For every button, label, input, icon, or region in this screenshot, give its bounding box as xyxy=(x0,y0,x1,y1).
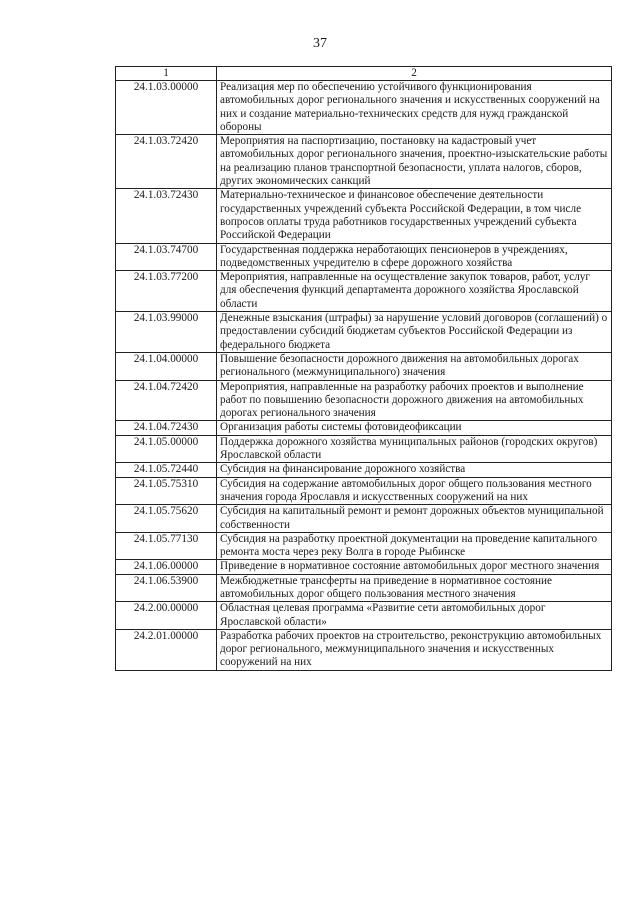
table-row xyxy=(116,560,612,574)
row-description: Реализация мер по обеспечению устойчивого функционирования автомобильных дорог регионального значения и искусственных сооружений на них и создание материально-технических средств для нужд гражданской обороны xyxy=(217,81,612,135)
row-description: Государственная поддержка неработающих пенсионеров в учреждениях, подведомственных учредителю в сфере дорожного хозяйства xyxy=(217,243,612,271)
row-code: 24.1.06.53900 xyxy=(116,574,217,602)
table-row xyxy=(116,271,612,312)
row-code: 24.1.03.00000 xyxy=(116,81,217,135)
row-code: 24.1.05.75310 xyxy=(116,477,217,505)
table-row xyxy=(116,602,612,630)
table-row xyxy=(116,629,612,670)
page-number: 37 xyxy=(313,36,327,51)
table-row xyxy=(116,421,612,435)
row-code: 24.1.05.00000 xyxy=(116,435,217,463)
row-code: 24.1.05.72440 xyxy=(116,463,217,477)
row-description: Субсидия на капитальный ремонт и ремонт дорожных объектов муниципальной собственности xyxy=(217,505,612,533)
row-code: 24.1.04.72430 xyxy=(116,421,217,435)
row-code: 24.1.03.72420 xyxy=(116,135,217,189)
table-row xyxy=(116,505,612,533)
row-code: 24.2.00.00000 xyxy=(116,602,217,630)
table-row xyxy=(116,352,612,380)
table-row xyxy=(116,574,612,602)
table-row xyxy=(116,189,612,243)
row-code: 24.1.05.77130 xyxy=(116,532,217,560)
table-row xyxy=(116,243,612,271)
row-description: Организация работы системы фотовидеофиксации xyxy=(217,421,612,435)
column-header-description: 2 xyxy=(217,67,612,81)
row-code: 24.1.03.77200 xyxy=(116,271,217,312)
row-description: Субсидия на разработку проектной документации на проведение капитального ремонта моста через реку Волга в городе Рыбинске xyxy=(217,532,612,560)
classification-table xyxy=(115,66,612,671)
row-description: Материально-техническое и финансовое обеспечение деятельности государственных учреждений субъекта Российской Федерации, в том числе вопросов оплаты труда работников государственных учреждений субъекта Российской Федерации xyxy=(217,189,612,243)
row-code: 24.1.03.72430 xyxy=(116,189,217,243)
row-code: 24.1.03.99000 xyxy=(116,312,217,353)
row-description: Межбюджетные трансферты на приведение в нормативное состояние автомобильных дорог общего пользования местного значения xyxy=(217,574,612,602)
row-description: Приведение в нормативное состояние автомобильных дорог местного значения xyxy=(217,560,612,574)
table-row xyxy=(116,532,612,560)
table-row xyxy=(116,463,612,477)
row-description: Мероприятия, направленные на осуществление закупок товаров, работ, услуг для обеспечения функций департамента дорожного хозяйства Ярославской области xyxy=(217,271,612,312)
row-description: Денежные взыскания (штрафы) за нарушение условий договоров (соглашений) о предоставлении субсидий бюджетам субъектов Российской Федерации из федерального бюджета xyxy=(217,312,612,353)
row-description: Областная целевая программа «Развитие сети автомобильных дорог Ярославской области» xyxy=(217,602,612,630)
table-row xyxy=(116,312,612,353)
table-row xyxy=(116,81,612,135)
table-row xyxy=(116,435,612,463)
row-description: Субсидия на финансирование дорожного хозяйства xyxy=(217,463,612,477)
table-header-row xyxy=(116,67,612,81)
row-code: 24.1.06.00000 xyxy=(116,560,217,574)
row-description: Субсидия на содержание автомобильных дорог общего пользования местного значения города Ярославля и искусственных сооружений на них xyxy=(217,477,612,505)
row-description: Повышение безопасности дорожного движения на автомобильных дорогах регионального (межмуниципального) значения xyxy=(217,352,612,380)
table-row xyxy=(116,135,612,189)
table-row xyxy=(116,380,612,421)
row-code: 24.1.04.72420 xyxy=(116,380,217,421)
row-code: 24.1.05.75620 xyxy=(116,505,217,533)
row-description: Поддержка дорожного хозяйства муниципальных районов (городских округов) Ярославской области xyxy=(217,435,612,463)
row-description: Разработка рабочих проектов на строительство, реконструкцию автомобильных дорог регионального, межмуниципального значения и искусственных сооружений на них xyxy=(217,629,612,670)
row-code: 24.1.04.00000 xyxy=(116,352,217,380)
row-code: 24.2.01.00000 xyxy=(116,629,217,670)
column-header-code: 1 xyxy=(116,67,217,81)
row-code: 24.1.03.74700 xyxy=(116,243,217,271)
table-row xyxy=(116,477,612,505)
row-description: Мероприятия, направленные на разработку рабочих проектов и выполнение работ по повышению безопасности дорожного движения на автомобильных дорогах регионального значения xyxy=(217,380,612,421)
row-description: Мероприятия на паспортизацию, постановку на кадастровый учет автомобильных дорог регионального значения, проектно-изыскательские работы на реализацию планов транспортной безопасности, уплата налогов, сборов, других экономических санкций xyxy=(217,135,612,189)
